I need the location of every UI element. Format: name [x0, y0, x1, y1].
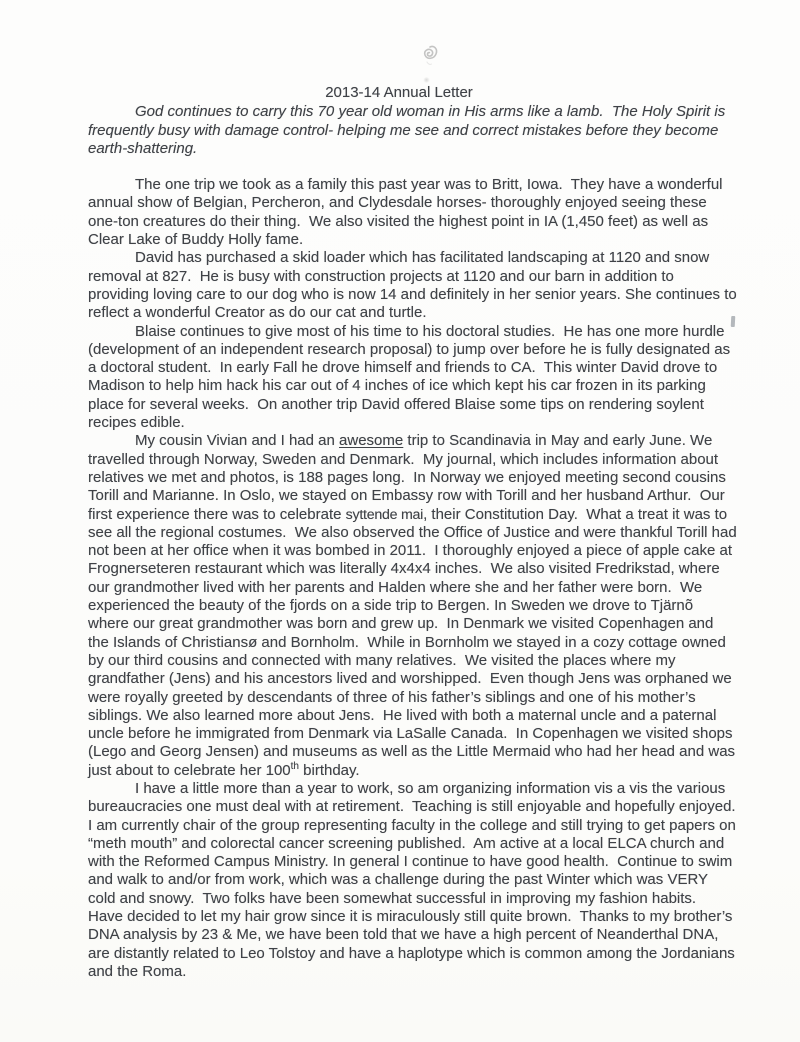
underlined-text: awesome	[339, 432, 404, 450]
text-run: I have a little more than a year to work, so am organizing information vis a vis the various bureaucracies one must deal with at retirement. Teaching is still enjoyable and hopefully enjoyed. I am currently chair of the group representing faculty in the college and still trying to get papers on “meth mouth” and colorectal cancer screening published. Am active at a local ELCA church and with the Reformed Campus Ministry. In general I continue to have good health. Continue to swim and walk to and/or from work, which was a challenge during the past Winter which was VERY cold and snowy. Two folks have been somewhat successful in improving my fashion habits. Have decided to let my hair grow since it is miraculously still quite brown. Thanks to my brother’s DNA analysis by 23 & Me, we have been told that we have a high percent of Neanderthal DNA, are distantly related to Leo Tolstoy and have a haplotype which is common among the Jordanians and the Roma.	[88, 779, 744, 980]
letter-paragraph	[88, 103, 738, 158]
text-run: God continues to carry this 70 year old woman in His arms like a lamb. The Holy Spirit is frequently busy with damage control- helping me see and correct mistakes before they become earth-shattering.	[88, 103, 730, 157]
text-run: birthday.	[298, 761, 360, 779]
alt-font-text: syttende mai	[345, 506, 424, 523]
text-run: My cousin Vivian and I had an	[135, 432, 340, 450]
superscript-text: th	[290, 760, 299, 772]
text-run: The one trip we took as a family this past year was to Britt, Iowa. They have a wonderful annual show of Belgian, Percheron, and Clydesdale horses- thoroughly enjoyed seeing these one-ton creatures do their thing. We also visited the highest point in IA (1,450 feet) as well as Clear Lake of Buddy Holly fame.	[88, 176, 727, 249]
letter-paragraph	[88, 176, 738, 249]
text-run: , their Constitution Day. What a treat it was to see all the regional costumes. We also observed the Office of Justice and were thankful Torill had not been at her office when it was bombed in 2011. I thoroughly enjoyed a piece of apple cake at Frognerseteren restaurant which was literally 4x4x4 inches. We also visited Fredrikstad, where our grandmother lived with her parents and Halden where she and her father were born. We experienced the beauty of the fjords on a side trip to Bergen. In Sweden we drove to Tjärnõ where our great grandmother was born and grew up. In Denmark we visited Copenhagen and the Islands of Christiansø and Bornholm. While in Bornholm we stayed in a cozy cottage owned by our third cousins and connected with many relatives. We visited the places where my grandfather (Jens) and his ancestors lived and worshipped. Even though Jens was orphaned we were royally greeted by descendants of three of his father’s siblings and one of his mother’s siblings. We also learned more about Jens. He lived with both a maternal uncle and a paternal uncle before he immigrated from Denmark via LaSalle Canada. In Copenhagen we visited shops (Lego and Georg Jensen) and museums as well as the Little Mermaid who had her head and was just about to celebrate her 100	[88, 505, 741, 779]
letter-paragraph	[88, 432, 741, 780]
letter-title: 2013-14 Annual Letter	[325, 84, 473, 101]
text-run: trip to Scandinavia in May and early June. We travelled through Norway, Sweden and Denmark. My journal, which includes information about relatives we met and photos, is 188 pages long. In Norway we enjoyed meeting second cousins Torill and Marianne. In Oslo, we stayed on Embassy row with Torill and her husband Arthur. Our first experience there was to celebrate	[88, 432, 730, 523]
scan-squiggle-mark	[419, 43, 441, 69]
letter-paragraph	[88, 779, 744, 981]
letter-paragraphs	[88, 103, 744, 981]
letter-body	[88, 84, 744, 981]
letter-paragraph	[88, 249, 741, 322]
scan-smudge-mark	[423, 77, 430, 83]
text-run: Blaise continues to give most of his time to his doctoral studies. He has one more hurdle (development of an independent research proposal) to jump over before he is fully designated as a doctoral student. In early Fall he drove himself and friends to CA. This winter David drove to Madison to help him hack his car out of 4 inches of ice which kept his car frozen in its parking place for several weeks. On another trip David offered Blaise some tips on rendering soylent recipes edible.	[88, 322, 735, 432]
text-run: David has purchased a skid loader which has facilitated landscaping at 1120 and snow removal at 827. He is busy with construction projects at 1120 and our barn in addition to providing loving care to our dog who is now 14 and definitely in her senior years. She continues to reflect a wonderful Creator as do our cat and turtle.	[88, 249, 741, 322]
letter-paragraph	[88, 323, 738, 433]
